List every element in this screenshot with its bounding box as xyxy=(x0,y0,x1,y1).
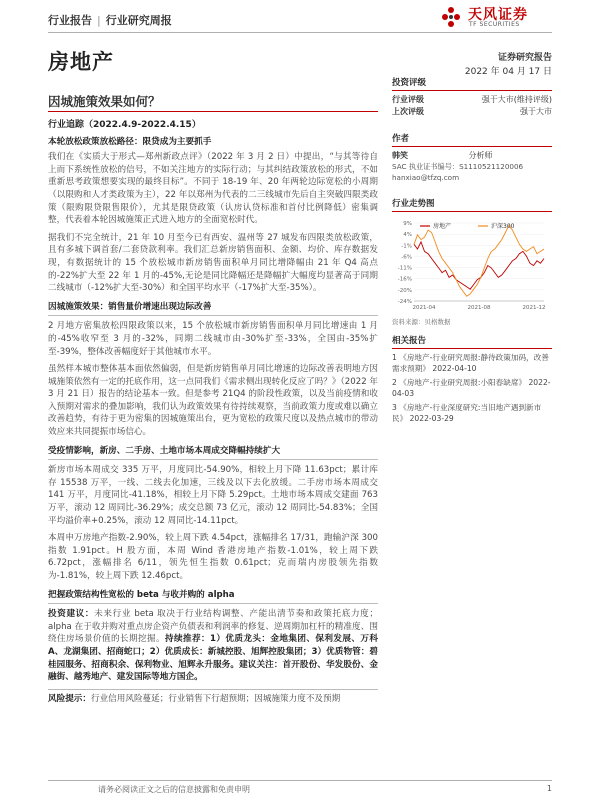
investment-recommendations: 持续推荐：1）优质龙头：金地集团、保利发展、万科 A、龙湖集团、招商蛇口；2）优质成长：新城控股、旭辉控股集团；3）优质物管：碧桂园服务、招商积余、保利物业、旭辉永升服务。建议关注：首开股份、华发股份、金融街、越秀地产、建发国际等地方国企。 xyxy=(48,634,378,683)
trend-block xyxy=(392,197,552,326)
paragraph: 我们在《实质大于形式—郑州新政点评》（2022 年 3 月 2 日）中提出，“与其等待自上而下系统性放松的信号，不如关注地方的实际行动；与其纠结政策放松的形式，不如重新思考政策想要实现的最终目标”。不同于 18-19 年、20 年两轮边际宽松的小周期（以限购和人才类政策为主），22 年以郑州为代表的二三线城市先后自主突破四限类政策（限购限贷限售限价），尤其是限贷政策（认房认贷标准和首付比例降低）密集调整，代表着本轮因城施策正式进入地方的全面宽松时代。 xyxy=(48,152,378,226)
paragraph: 据我们不完全统计，21 年 10 月至今已有西安、温州等 27 城发布四限类放松政策，且有多城下调首套/二套贷款利率。我们汇总新房销售面积、金额、均价、库存数据发现，有数据统计的 15 个放松城市新房销售面积单月同比增降幅由 21 年 Q4 高点的-22%扩大至 22 年 1 月的-45%,无论是同比降幅还是降幅扩大幅度均显著高于同期二线城市（-12%扩大至-30%）和全国平均水平（-17%扩大至-35%）。 xyxy=(48,232,378,294)
related-report[interactable]: 1 《房地产-行业研究周报:静待政策加码，改善需求预期》 2022-04-10 xyxy=(392,353,549,373)
prev-rating-row xyxy=(392,106,552,118)
author-name: 韩笑 xyxy=(392,151,408,160)
paragraph: 新房市场本周成交 335 万平，月度同比-54.90%，相较上月下降 11.63pct；累计库存 15538 万平，一线、二线去化加速，三线及以下去化放缓。二手房市场本周成交 141 万平，月度同比-41.18%，相较上月下降 5.29pct。土地市场本周成交建面 763 万平，滚动 12 周同比-36.29%；成交总额 73 亿元，滚动 12 周同比-54.83%；全国平均溢价率+0.25%，滚动 12 周同比-14.11pct。 xyxy=(48,465,378,526)
report-title: 房地产 xyxy=(48,50,114,74)
tag-industry-report: 行业报告 xyxy=(48,14,92,27)
risk-label: 风险提示： xyxy=(48,693,91,704)
chart-x-tick-label: 2021-12 xyxy=(522,305,546,311)
rating-row xyxy=(392,94,552,106)
author-heading: 作者 xyxy=(392,132,552,147)
paragraph: 本周申万房地产指数-2.90%，较上周下跌 4.54pct，涨幅排名 17/31，跑输沪深 300 指数 1.91pct。H 股方面，本周 Wind 香港房地产指数-1.01%，较上周下跌 6.72pct，涨幅排名 6/11，领先恒生指数 0.61pct；克而瑞内房股领先指数为-1.81%，较上周下跌 12.46pct。 xyxy=(48,533,378,581)
logo-text-en: TF SECURITIES xyxy=(469,21,520,28)
author-sac: SAC 执业证书编号：S1110521120006 xyxy=(392,162,524,171)
author-name-row xyxy=(392,150,552,161)
section-heading-strategy: 把握政策结构性宽松的 beta 与收并购的 alpha xyxy=(48,589,378,605)
rating-heading: 投资评级 xyxy=(392,76,552,91)
chart-y-tick-label: -20% xyxy=(397,287,412,294)
tag-separator: | xyxy=(97,14,101,27)
chart-source: 资料来源：贝格数据 xyxy=(392,318,451,326)
chart-y-tick-label: 4% xyxy=(403,232,412,239)
rating-value: 强于大市(维持评级) xyxy=(481,95,552,104)
sidebar xyxy=(392,76,552,432)
chart-y-tick-label: -16% xyxy=(397,276,412,283)
report-type: 证券研究报告 xyxy=(497,53,552,63)
paragraph-risk xyxy=(48,689,378,706)
chart-legend-label: 沪深300 xyxy=(491,223,515,230)
prev-rating-key: 上次评级 xyxy=(392,107,424,116)
tracking-period: 行业追踪（2022.4.9-2022.4.15） xyxy=(48,120,201,130)
tf-securities-logo xyxy=(440,4,552,30)
section-heading-policy-effect: 因城施策效果：销售量价增速出现边际改善 xyxy=(48,301,378,317)
chart-y-tick-label: 9% xyxy=(403,221,412,227)
chart-y-tick-label: -24% xyxy=(397,299,412,305)
paragraph: 2 月地方密集放松四限政策以来，15 个放松城市新房销售面积单月同比增速由 1 月的-45%收窄至 3 月的-32%，同期二线城市由-30%扩至-33%，全国由-35%扩至-39%，整体改善幅度好于其他城市水平。 xyxy=(48,321,378,357)
section-heading-market: 受疫情影响，新房、二手房、土地市场本周成交降幅持续扩大 xyxy=(48,445,378,461)
paragraph: 虽然样本城市整体基本面依然偏弱，但是新房销售单月同比增速的边际改善表明地方因城施策依然有一定的托底作用，这一点同我们《需求侧出现转化反应了吗？》（2022 年 3 月 21 日）报告的结论基本一致。但是参考 21Q4 的阶段性政策，以及当前疫情和收入预期对需求的叠加影响，我们认为政策效果有待持续观察，当前政策力度或难以确立改善趋势，有待于更为密集的因城施策出台，更为宽松的政策尺度以及热点城市的带动效应来共同提振市场信心。 xyxy=(48,364,378,438)
related-block xyxy=(392,334,552,424)
risk-text: 行业信用风险蔓延；行业销售下行超预期；因城施策力度不及预期 xyxy=(90,693,341,704)
footer xyxy=(48,780,552,794)
paragraph-investment-advice xyxy=(48,608,378,684)
footer-disclaimer[interactable]: 请务必阅读正文之后的信息披露和免责申明 xyxy=(98,785,250,794)
report-subtitle: 因城施策效果如何？ xyxy=(48,94,161,109)
investment-advice-label: 投资建议： xyxy=(48,609,95,620)
header-tags xyxy=(48,12,172,28)
trend-chart xyxy=(392,215,552,315)
page-number: 1 xyxy=(546,784,552,793)
chart-y-tick-label: -1% xyxy=(401,243,412,250)
subtitle-rule xyxy=(48,111,378,112)
author-email[interactable]: hanxiao@tfzq.com xyxy=(392,173,460,182)
chart-x-tick-label: 2021-04 xyxy=(412,305,436,311)
related-report[interactable]: 2 《房地产-行业研究周报:小阳春缺席》 2022-04-03 xyxy=(392,378,551,398)
tf-logo-mark-icon xyxy=(440,6,462,28)
rating-block xyxy=(392,76,552,118)
tag-weekly: 行业研究周报 xyxy=(105,14,172,27)
trend-chart-svg xyxy=(392,215,552,315)
chart-series-line xyxy=(414,242,544,289)
section-heading-policy-path: 本轮放松政策放松路径：限贷成为主要抓手 xyxy=(48,136,212,147)
trend-heading: 行业走势图 xyxy=(392,197,552,212)
prev-rating-value: 强于大市 xyxy=(520,107,552,116)
investment-advice-text: 未来行业 beta 取决于行业结构调整、产能出清节奏和政策托底力度；alpha 在于收并购对重点房企资产负债表和利润率的修复、逆周期加杠杆的精准度、围绕住房场景价值的长期挖掘。 xyxy=(48,609,378,645)
report-date: 2022 年 04 月 17 日 xyxy=(464,67,552,77)
author-block xyxy=(392,132,552,183)
chart-x-tick-label: 2021-08 xyxy=(467,305,491,311)
related-report[interactable]: 3 《房地产-行业深度研究:当旧地产遇到新市民》 2022-03-29 xyxy=(392,403,542,423)
rating-key: 行业评级 xyxy=(392,95,424,104)
related-heading: 相关报告 xyxy=(392,334,552,349)
main-body xyxy=(48,118,378,710)
chart-legend-label: 房地产 xyxy=(433,223,452,230)
chart-y-tick-label: -6% xyxy=(401,254,412,261)
logo-text-cn: 天风证券 xyxy=(468,7,528,23)
header-rule xyxy=(48,32,552,33)
chart-y-tick-label: -11% xyxy=(397,265,412,272)
author-title: 分析师 xyxy=(468,151,493,160)
